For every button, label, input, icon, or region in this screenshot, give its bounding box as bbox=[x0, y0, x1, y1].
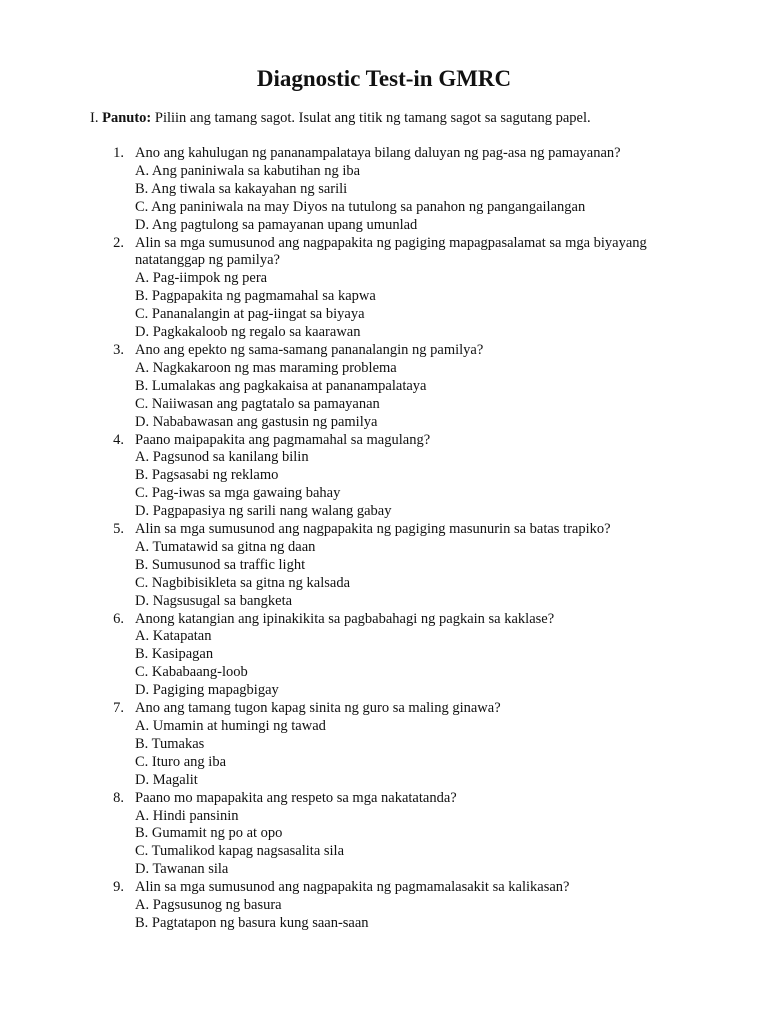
question-text: Anong katangian ang ipinakikita sa pagbabahagi ng pagkain sa kaklase? bbox=[135, 610, 555, 627]
answer-choice: A. Katapatan bbox=[135, 628, 212, 645]
answer-choice: B. Pagtatapon ng basura kung saan-saan bbox=[135, 914, 369, 931]
answer-choice: C. Pag-iwas sa mga gawaing bahay bbox=[135, 485, 341, 502]
question-text: Ano ang epekto ng sama-samang pananalangin ng pamilya? bbox=[135, 341, 484, 358]
document-title: Diagnostic Test-in GMRC bbox=[256, 66, 512, 91]
answer-choice: B. Ang tiwala sa kakayahan ng sarili bbox=[135, 180, 348, 197]
question-number: 2. bbox=[113, 234, 124, 251]
answer-choice: D. Nagsusugal sa bangketa bbox=[135, 592, 293, 609]
choice-list bbox=[135, 449, 768, 521]
question-item bbox=[0, 611, 768, 701]
question-list bbox=[0, 145, 768, 933]
answer-choice: B. Pagsasabi ng reklamo bbox=[135, 467, 279, 484]
question-number: 5. bbox=[113, 521, 124, 538]
question-item bbox=[0, 790, 768, 880]
choice-list bbox=[135, 163, 768, 235]
question-item bbox=[0, 521, 768, 611]
answer-choice: C. Ang paniniwala na may Diyos na tutulong sa panahon ng pangangailangan bbox=[135, 198, 586, 215]
answer-choice: A. Umamin at humingi ng tawad bbox=[135, 718, 326, 734]
instructions-label: Panuto: bbox=[102, 110, 152, 126]
choice-list bbox=[135, 897, 768, 933]
answer-choice: C. Pananalangin at pag-iingat sa biyaya bbox=[135, 306, 365, 323]
instructions-text: Piliin ang tamang sagot. Isulat ang titik ng tamang sagot sa sagutang papel. bbox=[154, 110, 591, 126]
choice-list bbox=[135, 539, 768, 611]
answer-choice: C. Kababaang-loob bbox=[135, 664, 248, 681]
answer-choice: D. Ang pagtulong sa pamayanan upang umunlad bbox=[135, 216, 418, 233]
question-text: Alin sa mga sumusunod ang nagpapakita ng pagiging mapagpasalamat sa mga biyayang natatanggap ng pamilya? bbox=[135, 234, 647, 269]
answer-choice: C. Nagbibisikleta sa gitna ng kalsada bbox=[135, 574, 351, 591]
answer-choice: A. Hindi pansinin bbox=[135, 807, 239, 824]
choice-list bbox=[135, 718, 768, 790]
question-number: 7. bbox=[113, 700, 124, 717]
answer-choice: A. Tumatawid sa gitna ng daan bbox=[135, 538, 316, 555]
question-item bbox=[0, 700, 768, 790]
answer-choice: A. Pag-iimpok ng pera bbox=[135, 270, 268, 287]
answer-choice: C. Naiiwasan ang pagtatalo sa pamayanan bbox=[135, 395, 380, 412]
question-text: Ano ang tamang tugon kapag sinita ng guro sa maling ginawa? bbox=[135, 700, 501, 717]
answer-choice: A. Pagsunod sa kanilang bilin bbox=[135, 449, 309, 466]
question-number: 9. bbox=[113, 879, 124, 896]
question-number: 1. bbox=[113, 145, 124, 161]
question-number: 8. bbox=[113, 789, 124, 806]
choice-list bbox=[135, 628, 768, 700]
answer-choice: D. Tawanan sila bbox=[135, 861, 229, 878]
question-text: Ano ang kahulugan ng pananampalataya bilang daluyan ng pag-asa ng pamayanan? bbox=[135, 145, 621, 161]
answer-choice: A. Nagkakaroon ng mas maraming problema bbox=[135, 359, 397, 376]
question-item bbox=[0, 235, 768, 342]
instructions-prefix: I. bbox=[90, 110, 99, 126]
answer-choice: B. Sumusunod sa traffic light bbox=[135, 556, 306, 573]
answer-choice: A. Ang paniniwala sa kabutihan ng iba bbox=[135, 162, 361, 179]
answer-choice: B. Kasipagan bbox=[135, 646, 214, 663]
choice-list bbox=[135, 270, 768, 342]
question-item bbox=[0, 879, 768, 933]
answer-choice: C. Tumalikod kapag nagsasalita sila bbox=[135, 843, 345, 860]
answer-choice: D. Magalit bbox=[135, 771, 198, 788]
answer-choice: B. Pagpapakita ng pagmamahal sa kapwa bbox=[135, 288, 376, 305]
answer-choice: B. Tumakas bbox=[135, 735, 205, 752]
question-item bbox=[0, 145, 768, 235]
answer-choice: B. Lumalakas ang pagkakaisa at pananampalataya bbox=[135, 377, 427, 394]
answer-choice: D. Nababawasan ang gastusin ng pamilya bbox=[135, 413, 378, 430]
question-text: Paano maipapakita ang pagmamahal sa magulang? bbox=[135, 431, 431, 448]
answer-choice: B. Gumamit ng po at opo bbox=[135, 825, 283, 842]
question-number: 6. bbox=[113, 610, 124, 627]
instructions bbox=[90, 108, 710, 128]
question-text: Alin sa mga sumusunod ang nagpapakita ng pagmamalasakit sa kalikasan? bbox=[135, 879, 570, 896]
choice-list bbox=[135, 808, 768, 880]
choice-list bbox=[135, 360, 768, 432]
question-text: Alin sa mga sumusunod ang nagpapakita ng pagiging masunurin sa batas trapiko? bbox=[135, 521, 611, 538]
answer-choice: D. Pagiging mapagbigay bbox=[135, 682, 279, 699]
question-text: Paano mo mapapakita ang respeto sa mga nakatatanda? bbox=[135, 789, 457, 806]
question-item bbox=[0, 342, 768, 432]
answer-choice: A. Pagsusunog ng basura bbox=[135, 897, 282, 914]
answer-choice: D. Pagpapasiya ng sarili nang walang gabay bbox=[135, 503, 392, 520]
question-number: 3. bbox=[113, 341, 124, 358]
answer-choice: C. Ituro ang iba bbox=[135, 753, 227, 770]
answer-choice: D. Pagkakaloob ng regalo sa kaarawan bbox=[135, 324, 361, 341]
question-item bbox=[0, 432, 768, 522]
question-number: 4. bbox=[113, 431, 124, 448]
